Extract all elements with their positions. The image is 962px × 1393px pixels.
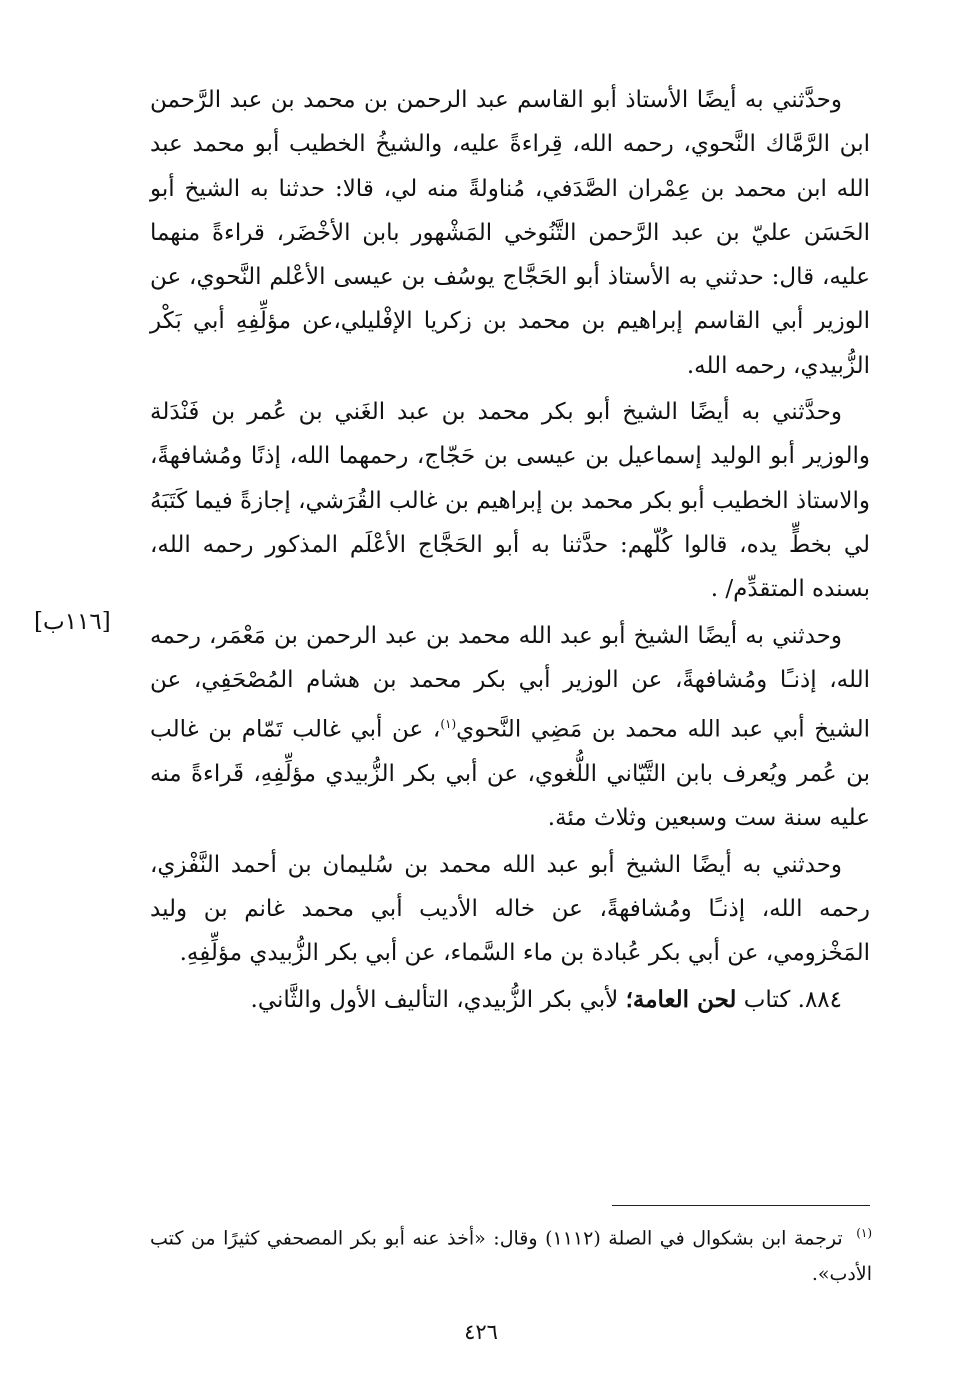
entry-title: لحن العامة؛ (625, 985, 737, 1013)
entry-number: ٨٨٤. (797, 986, 842, 1013)
paragraph-1: وحدَّثني به أيضًا الأستاذ أبو القاسم عبد الرحمن بن محمد بن عبد الرَّحمن ابن الرَّمَّاك النَّحوي، رحمه الله، قِراءةً عليه، والشيخُ الخطيب أبو محمد عبد الله ابن محمد بن عِمْران الصَّدَفي، مُناولةً منه لي، قالا: حدثنا به الشيخ أبو الحَسَن عليّ بن عبد الرَّحمن التَّنُوخي المَشْهور بابن الأخْضَر، قراءةً منهما عليه، قال: حدثني به الأستاذ أبو الحَجَّاج يوسُف بن عيسى الأعْلم النَّحوي، عن الوزير أبي القاسم إبراهيم بن محمد بن زكريا الإفْليلي،عن مؤلِّفِهِ أبي بَكْر الزُّبيدي، رحمه الله. (150, 87, 870, 379)
paragraph-3-part-1: وحدثني به أيضًا الشيخ أبو عبد الله محمد بن عبد الرحمن بن مَعْمَر، رحمه الله، إذنـًا ومُشافهةً، عن الوزير أبي بكر محمد بن هشام المُصْحَفِي، عن الشيخ أبي عبد الله محمد بن مَضِي النَّحوي (150, 622, 870, 743)
footnote-text: ترجمة ابن بشكوال في الصلة (١١١٢) وقال: «أخذ عنه أبو بكر المصحفي كثيرًا من كتب الأدب». (150, 1227, 872, 1286)
entry-description: لأبي بكر الزُّبيدي، التأليف الأول والثَّاني. (250, 986, 619, 1013)
footnote-reference: (١) (440, 717, 457, 732)
paragraph-3 (150, 614, 870, 841)
paragraph-4: وحدثني به أيضًا الشيخ أبو عبد الله محمد بن سُليمان بن أحمد النَّفْزي، رحمه الله، إذنـًا ومُشافهةً، عن خاله الأديب أبي محمد غانم بن وليد المَخْزومي، عن أبي بكر عُبادة بن ماء السَّماء، عن أبي بكر الزُّبيدي مؤلِّفِهِ. (150, 851, 870, 967)
paragraph-2: وحدَّثني به أيضًا الشيخ أبو بكر محمد بن عبد الغَني بن عُمر بن فَنْدَلة والوزير أبو الوليد إسماعيل بن عيسى بن حَجّاج، رحمهما الله، إذنًا ومُشافهةً، والاستاذ الخطيب أبو بكر محمد بن إبراهيم بن غالب القُرَشي، إجازةً فيما كَتَبَهُ لي بخطٍّ يده، قالوا كُلّهم: حدَّثنا به أبو الحَجَّاج الأعْلَم المذكور رحمه الله، بسنده المتقدِّم/ . (150, 399, 870, 603)
paragraph-3-part-2: ، عن أبي غالب تَمّام بن غالب بن عُمر ويُعرف بابن التَّيّاني اللُّغوي، عن أبي بكر الزُّبيدي مؤلِّفِهِ، قَراءةً منه عليه سنة ست وسبعين وثلاث مئة. (150, 716, 870, 832)
page-number: ٤٢٦ (464, 1320, 498, 1344)
catalog-entry (150, 978, 870, 1022)
entry-prefix: كتاب (743, 986, 791, 1013)
manuscript-folio-marker: [١١٦ب] (34, 609, 111, 635)
footnote (150, 1215, 872, 1292)
main-text (150, 78, 870, 1022)
footnote-mark: (١) (856, 1226, 873, 1240)
footnote-divider (612, 1205, 870, 1206)
